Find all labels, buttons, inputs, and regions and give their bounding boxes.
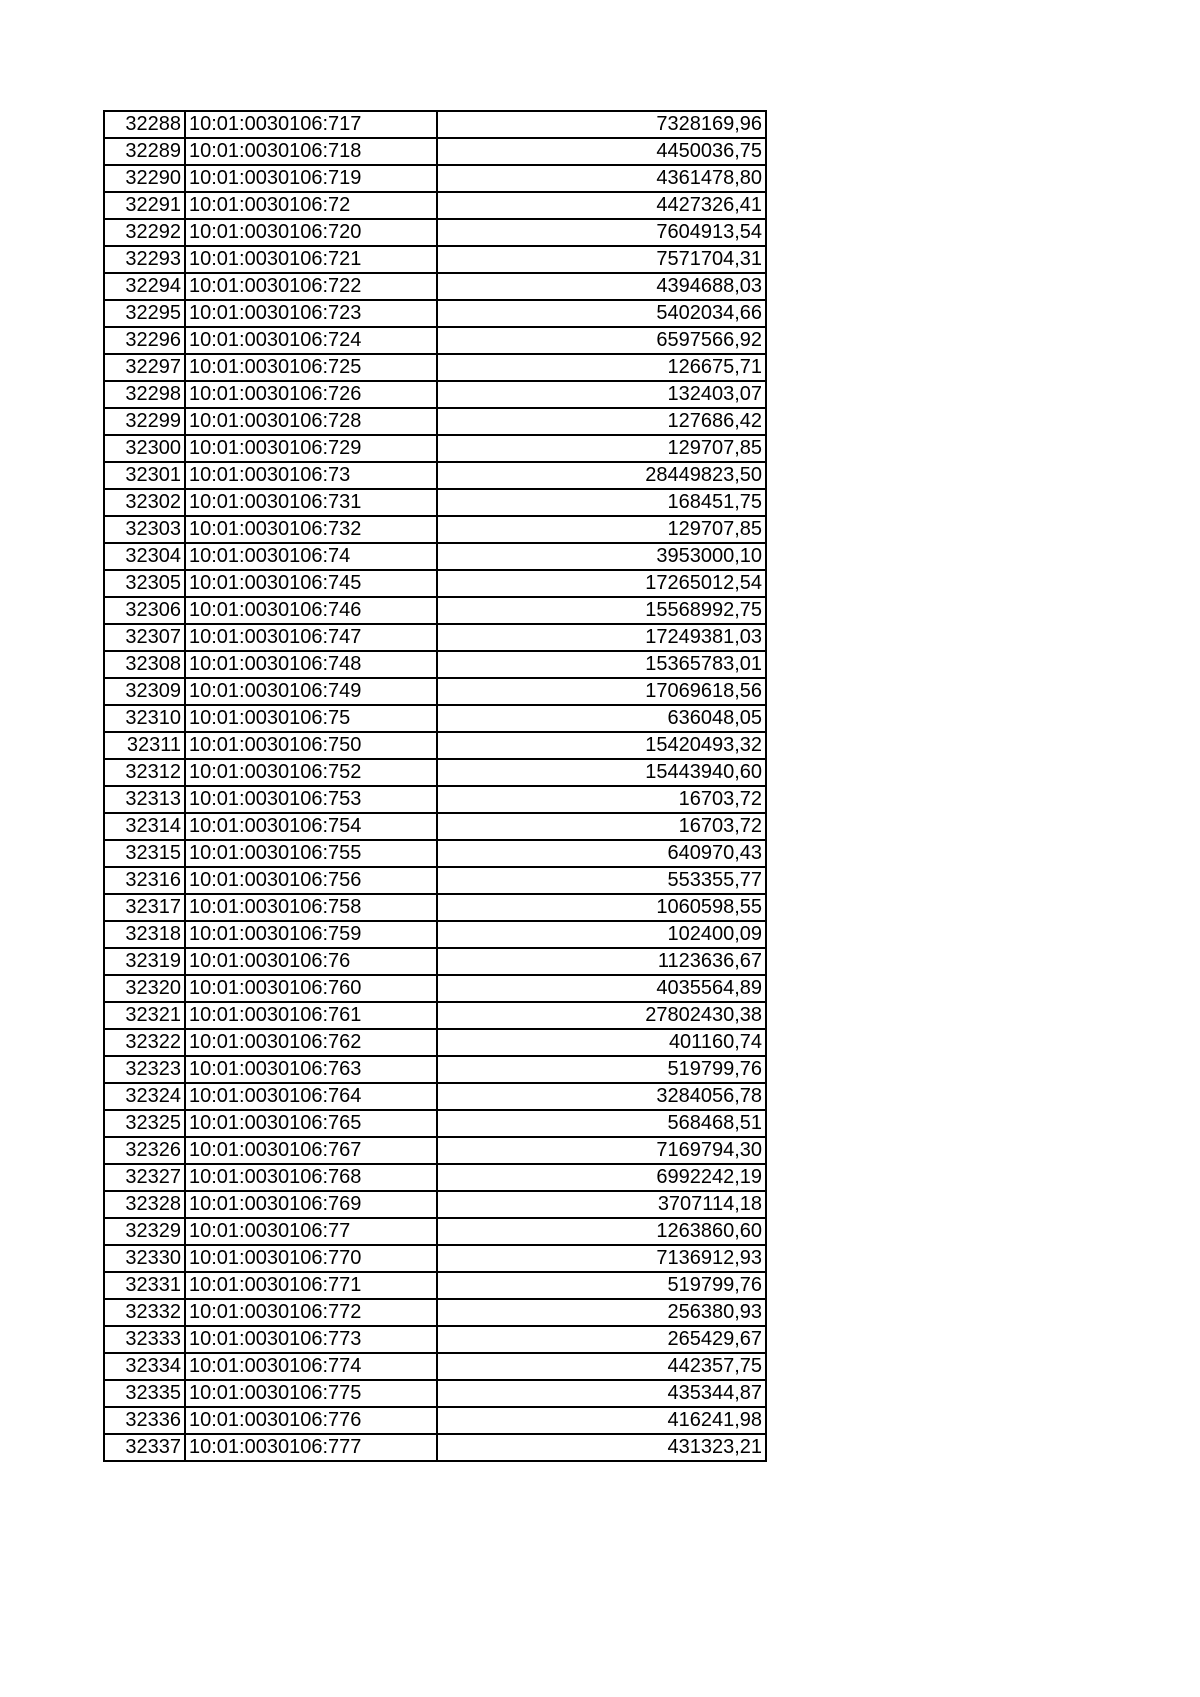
value-cell: 15365783,01 (437, 651, 766, 678)
table-row (104, 408, 766, 435)
table-row (104, 219, 766, 246)
row-number-cell: 32295 (104, 300, 185, 327)
row-number-cell: 32318 (104, 921, 185, 948)
value-cell: 1123636,67 (437, 948, 766, 975)
table-row (104, 1272, 766, 1299)
cadastral-number-cell: 10:01:0030106:773 (185, 1326, 437, 1353)
value-cell: 5402034,66 (437, 300, 766, 327)
row-number-cell: 32301 (104, 462, 185, 489)
cadastral-number-cell: 10:01:0030106:764 (185, 1083, 437, 1110)
cadastral-number-cell: 10:01:0030106:752 (185, 759, 437, 786)
table-row (104, 516, 766, 543)
row-number-cell: 32307 (104, 624, 185, 651)
row-number-cell: 32291 (104, 192, 185, 219)
row-number-cell: 32309 (104, 678, 185, 705)
table-row (104, 462, 766, 489)
table-row (104, 354, 766, 381)
value-cell: 519799,76 (437, 1272, 766, 1299)
cadastral-number-cell: 10:01:0030106:719 (185, 165, 437, 192)
row-number-cell: 32288 (104, 111, 185, 138)
cadastral-number-cell: 10:01:0030106:767 (185, 1137, 437, 1164)
row-number-cell: 32316 (104, 867, 185, 894)
value-cell: 126675,71 (437, 354, 766, 381)
table-row (104, 381, 766, 408)
cadastral-number-cell: 10:01:0030106:720 (185, 219, 437, 246)
row-number-cell: 32299 (104, 408, 185, 435)
table-row (104, 840, 766, 867)
table-row (104, 1326, 766, 1353)
table-row (104, 1110, 766, 1137)
cadastral-number-cell: 10:01:0030106:729 (185, 435, 437, 462)
table-row (104, 111, 766, 138)
value-cell: 15443940,60 (437, 759, 766, 786)
value-cell: 6597566,92 (437, 327, 766, 354)
row-number-cell: 32303 (104, 516, 185, 543)
row-number-cell: 32330 (104, 1245, 185, 1272)
row-number-cell: 32300 (104, 435, 185, 462)
table-row (104, 1218, 766, 1245)
value-cell: 17069618,56 (437, 678, 766, 705)
value-cell: 256380,93 (437, 1299, 766, 1326)
value-cell: 16703,72 (437, 786, 766, 813)
row-number-cell: 32334 (104, 1353, 185, 1380)
row-number-cell: 32337 (104, 1434, 185, 1461)
cadastral-number-cell: 10:01:0030106:728 (185, 408, 437, 435)
table-row (104, 678, 766, 705)
table-row (104, 1029, 766, 1056)
cadastral-number-cell: 10:01:0030106:769 (185, 1191, 437, 1218)
cadastral-number-cell: 10:01:0030106:746 (185, 597, 437, 624)
value-cell: 4450036,75 (437, 138, 766, 165)
table-row (104, 1164, 766, 1191)
table-row (104, 1407, 766, 1434)
table-row (104, 975, 766, 1002)
table-row (104, 1056, 766, 1083)
cadastral-number-cell: 10:01:0030106:745 (185, 570, 437, 597)
table-row (104, 651, 766, 678)
table-row (104, 489, 766, 516)
cadastral-number-cell: 10:01:0030106:755 (185, 840, 437, 867)
cadastral-number-cell: 10:01:0030106:76 (185, 948, 437, 975)
cadastral-number-cell: 10:01:0030106:763 (185, 1056, 437, 1083)
table-row (104, 786, 766, 813)
value-cell: 102400,09 (437, 921, 766, 948)
cadastral-number-cell: 10:01:0030106:770 (185, 1245, 437, 1272)
table-row (104, 543, 766, 570)
cadastral-number-cell: 10:01:0030106:724 (185, 327, 437, 354)
row-number-cell: 32304 (104, 543, 185, 570)
row-number-cell: 32323 (104, 1056, 185, 1083)
cadastral-number-cell: 10:01:0030106:75 (185, 705, 437, 732)
cadastral-number-cell: 10:01:0030106:73 (185, 462, 437, 489)
table-row (104, 597, 766, 624)
cadastral-number-cell: 10:01:0030106:761 (185, 1002, 437, 1029)
cadastral-number-cell: 10:01:0030106:772 (185, 1299, 437, 1326)
row-number-cell: 32296 (104, 327, 185, 354)
table-row (104, 1083, 766, 1110)
value-cell: 3284056,78 (437, 1083, 766, 1110)
row-number-cell: 32317 (104, 894, 185, 921)
value-cell: 7328169,96 (437, 111, 766, 138)
cadastral-number-cell: 10:01:0030106:725 (185, 354, 437, 381)
cadastral-number-cell: 10:01:0030106:754 (185, 813, 437, 840)
cadastral-number-cell: 10:01:0030106:750 (185, 732, 437, 759)
row-number-cell: 32324 (104, 1083, 185, 1110)
value-cell: 1060598,55 (437, 894, 766, 921)
value-cell: 435344,87 (437, 1380, 766, 1407)
cadastral-number-cell: 10:01:0030106:77 (185, 1218, 437, 1245)
value-cell: 15568992,75 (437, 597, 766, 624)
cadastral-number-cell: 10:01:0030106:72 (185, 192, 437, 219)
row-number-cell: 32294 (104, 273, 185, 300)
value-cell: 4394688,03 (437, 273, 766, 300)
row-number-cell: 32335 (104, 1380, 185, 1407)
row-number-cell: 32332 (104, 1299, 185, 1326)
cadastral-number-cell: 10:01:0030106:760 (185, 975, 437, 1002)
value-cell: 265429,67 (437, 1326, 766, 1353)
cadastral-number-cell: 10:01:0030106:753 (185, 786, 437, 813)
row-number-cell: 32314 (104, 813, 185, 840)
value-cell: 6992242,19 (437, 1164, 766, 1191)
row-number-cell: 32321 (104, 1002, 185, 1029)
value-cell: 17265012,54 (437, 570, 766, 597)
table-row (104, 1191, 766, 1218)
value-cell: 27802430,38 (437, 1002, 766, 1029)
value-cell: 28449823,50 (437, 462, 766, 489)
cadastral-number-cell: 10:01:0030106:721 (185, 246, 437, 273)
table-row (104, 1137, 766, 1164)
value-cell: 553355,77 (437, 867, 766, 894)
cadastral-number-cell: 10:01:0030106:777 (185, 1434, 437, 1461)
value-cell: 132403,07 (437, 381, 766, 408)
row-number-cell: 32329 (104, 1218, 185, 1245)
value-cell: 168451,75 (437, 489, 766, 516)
cadastral-number-cell: 10:01:0030106:756 (185, 867, 437, 894)
value-cell: 442357,75 (437, 1353, 766, 1380)
value-cell: 17249381,03 (437, 624, 766, 651)
table-row (104, 273, 766, 300)
cadastral-number-cell: 10:01:0030106:718 (185, 138, 437, 165)
table-row (104, 435, 766, 462)
row-number-cell: 32290 (104, 165, 185, 192)
row-number-cell: 32319 (104, 948, 185, 975)
value-cell: 640970,43 (437, 840, 766, 867)
row-number-cell: 32298 (104, 381, 185, 408)
row-number-cell: 32293 (104, 246, 185, 273)
row-number-cell: 32310 (104, 705, 185, 732)
cadastral-number-cell: 10:01:0030106:765 (185, 1110, 437, 1137)
value-cell: 1263860,60 (437, 1218, 766, 1245)
table-row (104, 894, 766, 921)
row-number-cell: 32315 (104, 840, 185, 867)
cadastral-number-cell: 10:01:0030106:747 (185, 624, 437, 651)
row-number-cell: 32306 (104, 597, 185, 624)
row-number-cell: 32336 (104, 1407, 185, 1434)
value-cell: 4361478,80 (437, 165, 766, 192)
value-cell: 636048,05 (437, 705, 766, 732)
cadastral-number-cell: 10:01:0030106:776 (185, 1407, 437, 1434)
value-cell: 127686,42 (437, 408, 766, 435)
table-row (104, 732, 766, 759)
value-cell: 431323,21 (437, 1434, 766, 1461)
table-row (104, 1434, 766, 1461)
row-number-cell: 32313 (104, 786, 185, 813)
table-row (104, 138, 766, 165)
value-cell: 4427326,41 (437, 192, 766, 219)
table-row (104, 759, 766, 786)
cadastral-number-cell: 10:01:0030106:768 (185, 1164, 437, 1191)
row-number-cell: 32325 (104, 1110, 185, 1137)
cadastral-number-cell: 10:01:0030106:749 (185, 678, 437, 705)
cadastral-number-cell: 10:01:0030106:759 (185, 921, 437, 948)
cadastral-number-cell: 10:01:0030106:722 (185, 273, 437, 300)
row-number-cell: 32328 (104, 1191, 185, 1218)
data-table (103, 110, 767, 1462)
cadastral-number-cell: 10:01:0030106:774 (185, 1353, 437, 1380)
row-number-cell: 32289 (104, 138, 185, 165)
row-number-cell: 32320 (104, 975, 185, 1002)
cadastral-number-cell: 10:01:0030106:771 (185, 1272, 437, 1299)
row-number-cell: 32292 (104, 219, 185, 246)
table-row (104, 867, 766, 894)
value-cell: 7169794,30 (437, 1137, 766, 1164)
row-number-cell: 32308 (104, 651, 185, 678)
value-cell: 3953000,10 (437, 543, 766, 570)
value-cell: 129707,85 (437, 516, 766, 543)
value-cell: 7571704,31 (437, 246, 766, 273)
table-row (104, 300, 766, 327)
table-row (104, 570, 766, 597)
cadastral-number-cell: 10:01:0030106:731 (185, 489, 437, 516)
cadastral-number-cell: 10:01:0030106:732 (185, 516, 437, 543)
value-cell: 3707114,18 (437, 1191, 766, 1218)
value-cell: 401160,74 (437, 1029, 766, 1056)
row-number-cell: 32333 (104, 1326, 185, 1353)
row-number-cell: 32311 (104, 732, 185, 759)
row-number-cell: 32302 (104, 489, 185, 516)
table-row (104, 705, 766, 732)
table-row (104, 921, 766, 948)
row-number-cell: 32326 (104, 1137, 185, 1164)
table-row (104, 327, 766, 354)
table-row (104, 1002, 766, 1029)
table-row (104, 1380, 766, 1407)
table-body (104, 111, 766, 1461)
value-cell: 519799,76 (437, 1056, 766, 1083)
table-row (104, 1353, 766, 1380)
value-cell: 568468,51 (437, 1110, 766, 1137)
table-row (104, 1245, 766, 1272)
value-cell: 4035564,89 (437, 975, 766, 1002)
row-number-cell: 32331 (104, 1272, 185, 1299)
row-number-cell: 32312 (104, 759, 185, 786)
table-row (104, 192, 766, 219)
value-cell: 7136912,93 (437, 1245, 766, 1272)
row-number-cell: 32327 (104, 1164, 185, 1191)
value-cell: 15420493,32 (437, 732, 766, 759)
cadastral-number-cell: 10:01:0030106:758 (185, 894, 437, 921)
row-number-cell: 32297 (104, 354, 185, 381)
row-number-cell: 32322 (104, 1029, 185, 1056)
table-row (104, 165, 766, 192)
cadastral-number-cell: 10:01:0030106:74 (185, 543, 437, 570)
cadastral-number-cell: 10:01:0030106:726 (185, 381, 437, 408)
table-row (104, 948, 766, 975)
row-number-cell: 32305 (104, 570, 185, 597)
cadastral-number-cell: 10:01:0030106:748 (185, 651, 437, 678)
table-row (104, 624, 766, 651)
table-row (104, 1299, 766, 1326)
value-cell: 416241,98 (437, 1407, 766, 1434)
value-cell: 129707,85 (437, 435, 766, 462)
cadastral-number-cell: 10:01:0030106:717 (185, 111, 437, 138)
table-row (104, 246, 766, 273)
value-cell: 16703,72 (437, 813, 766, 840)
cadastral-number-cell: 10:01:0030106:775 (185, 1380, 437, 1407)
cadastral-number-cell: 10:01:0030106:723 (185, 300, 437, 327)
cadastral-number-cell: 10:01:0030106:762 (185, 1029, 437, 1056)
table-row (104, 813, 766, 840)
value-cell: 7604913,54 (437, 219, 766, 246)
